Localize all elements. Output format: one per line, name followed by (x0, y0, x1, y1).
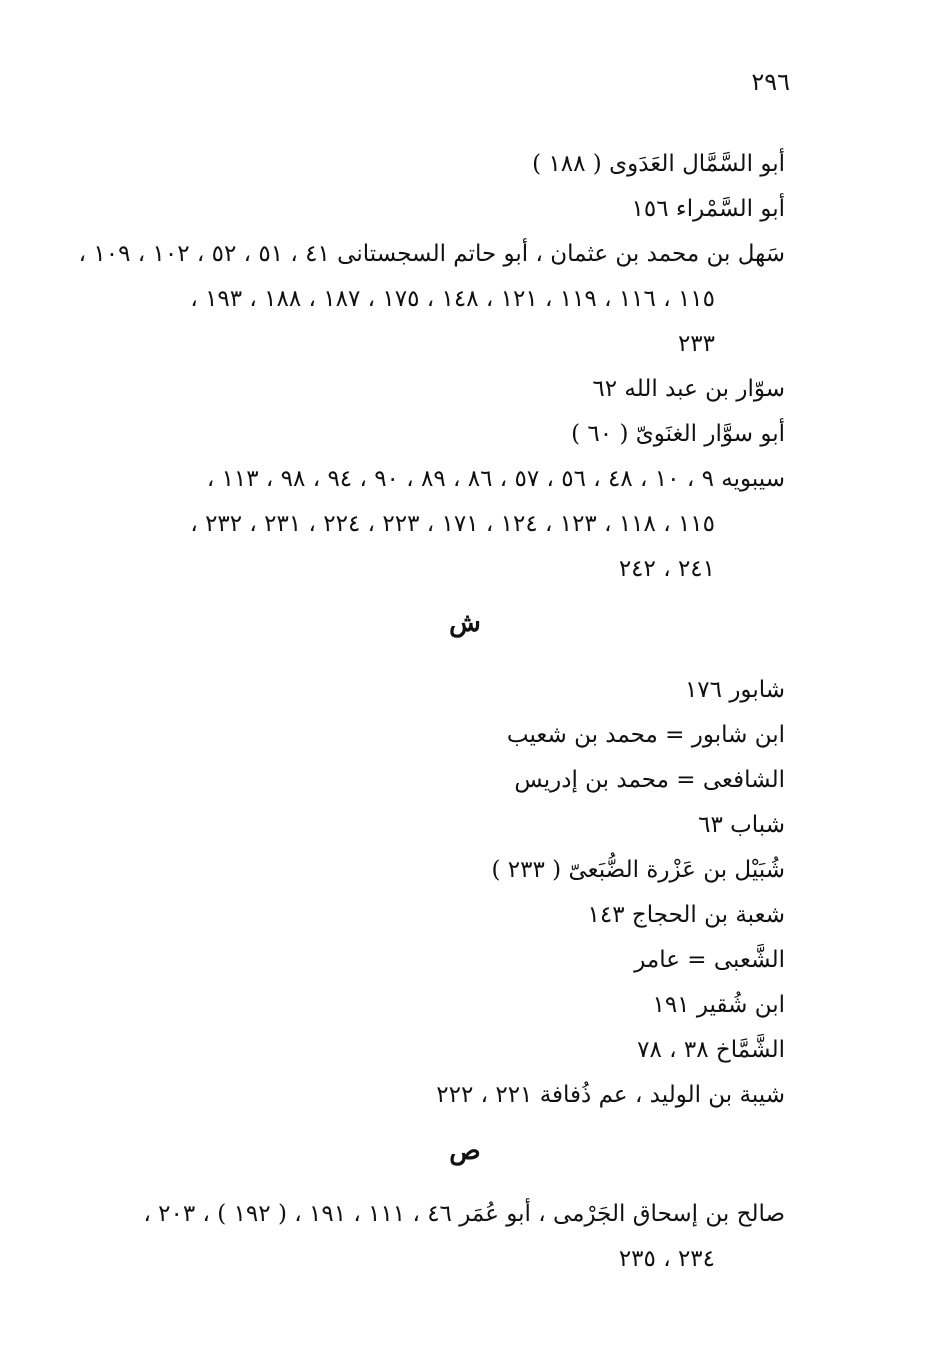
entry-line: صالح بن إسحاق الجَرْمى ، أبو عُمَر ٤٦ ، ١١١ ، ١٩١ ، ( ١٩٢ ) ، ٢٠٣ ، (143, 1201, 785, 1227)
entry-line: سيبويه ٩ ، ١٠ ، ٤٨ ، ٥٦ ، ٥٧ ، ٨٦ ، ٨٩ ، ٩٠ ، ٩٤ ، ٩٨ ، ١١٣ ، (206, 466, 785, 492)
index-entry (105, 758, 785, 803)
page-number: ٢٩٦ (751, 68, 790, 96)
index-entry (105, 668, 785, 713)
entry-line: سوّار بن عبد الله ٦٢ (592, 376, 785, 402)
index-entry (105, 713, 785, 758)
entry-line: شعبة بن الحجاج ١٤٣ (587, 902, 785, 928)
index-entry (105, 1028, 785, 1073)
entry-continuation-line: ١١٥ ، ١١٦ ، ١١٩ ، ١٢١ ، ١٤٨ ، ١٧٥ ، ١٨٧ ، ١٨٨ ، ١٩٣ ، (190, 286, 715, 312)
index-entry (105, 1073, 785, 1118)
index-entry (105, 367, 785, 412)
entry-line: الشافعى = محمد بن إدريس (514, 767, 785, 793)
entry-continuation-line: ٢٣٣ (677, 331, 715, 357)
entry-continuation-line: ٢٣٤ ، ٢٣٥ (618, 1246, 715, 1272)
index-entry (78, 232, 785, 367)
section-letter: ص (449, 1136, 481, 1166)
index-entry (105, 803, 785, 848)
index-entry (105, 1192, 785, 1282)
entry-line: شابور ١٧٦ (684, 677, 785, 703)
index-entry (105, 457, 785, 592)
entry-line: أبو سوَّار الغنَوىّ ( ٦٠ ) (571, 421, 785, 447)
index-entry (105, 187, 785, 232)
index-entry (105, 412, 785, 457)
entry-line: سَهل بن محمد بن عثمان ، أبو حاتم السجستانى ٤١ ، ٥١ ، ٥٢ ، ١٠٢ ، ١٠٩ ، (78, 241, 785, 267)
index-list (78, 142, 785, 1282)
entry-line: الشَّمَّاخ ٣٨ ، ٧٨ (637, 1037, 785, 1063)
entry-line: الشَّعبى = عامر (634, 947, 785, 973)
index-entry (105, 938, 785, 983)
entry-line: أبو السَّمْراء ١٥٦ (631, 196, 785, 222)
section-letter: ش (449, 608, 481, 638)
index-entry (105, 142, 785, 187)
index-entry (105, 893, 785, 938)
entry-line: شيبة بن الوليد ، عم ذُفافة ٢٢١ ، ٢٢٢ (436, 1082, 785, 1108)
entry-line: شباب ٦٣ (698, 812, 785, 838)
entry-continuation-line: ٢٤١ ، ٢٤٢ (618, 556, 715, 582)
entry-continuation-line: ١١٥ ، ١١٨ ، ١٢٣ ، ١٢٤ ، ١٧١ ، ٢٢٣ ، ٢٢٤ ، ٢٣١ ، ٢٣٢ ، (190, 511, 715, 537)
entry-line: ابن شُقير ١٩١ (652, 992, 785, 1018)
entry-line: أبو السَّمَّال العَدَوى ( ١٨٨ ) (532, 151, 785, 177)
index-entry (105, 848, 785, 893)
entry-line: ابن شابور = محمد بن شعيب (506, 722, 785, 748)
entry-line: شُبَيْل بن عَزْرة الضُّبَعىّ ( ٢٣٣ ) (491, 857, 785, 883)
index-entry (105, 983, 785, 1028)
